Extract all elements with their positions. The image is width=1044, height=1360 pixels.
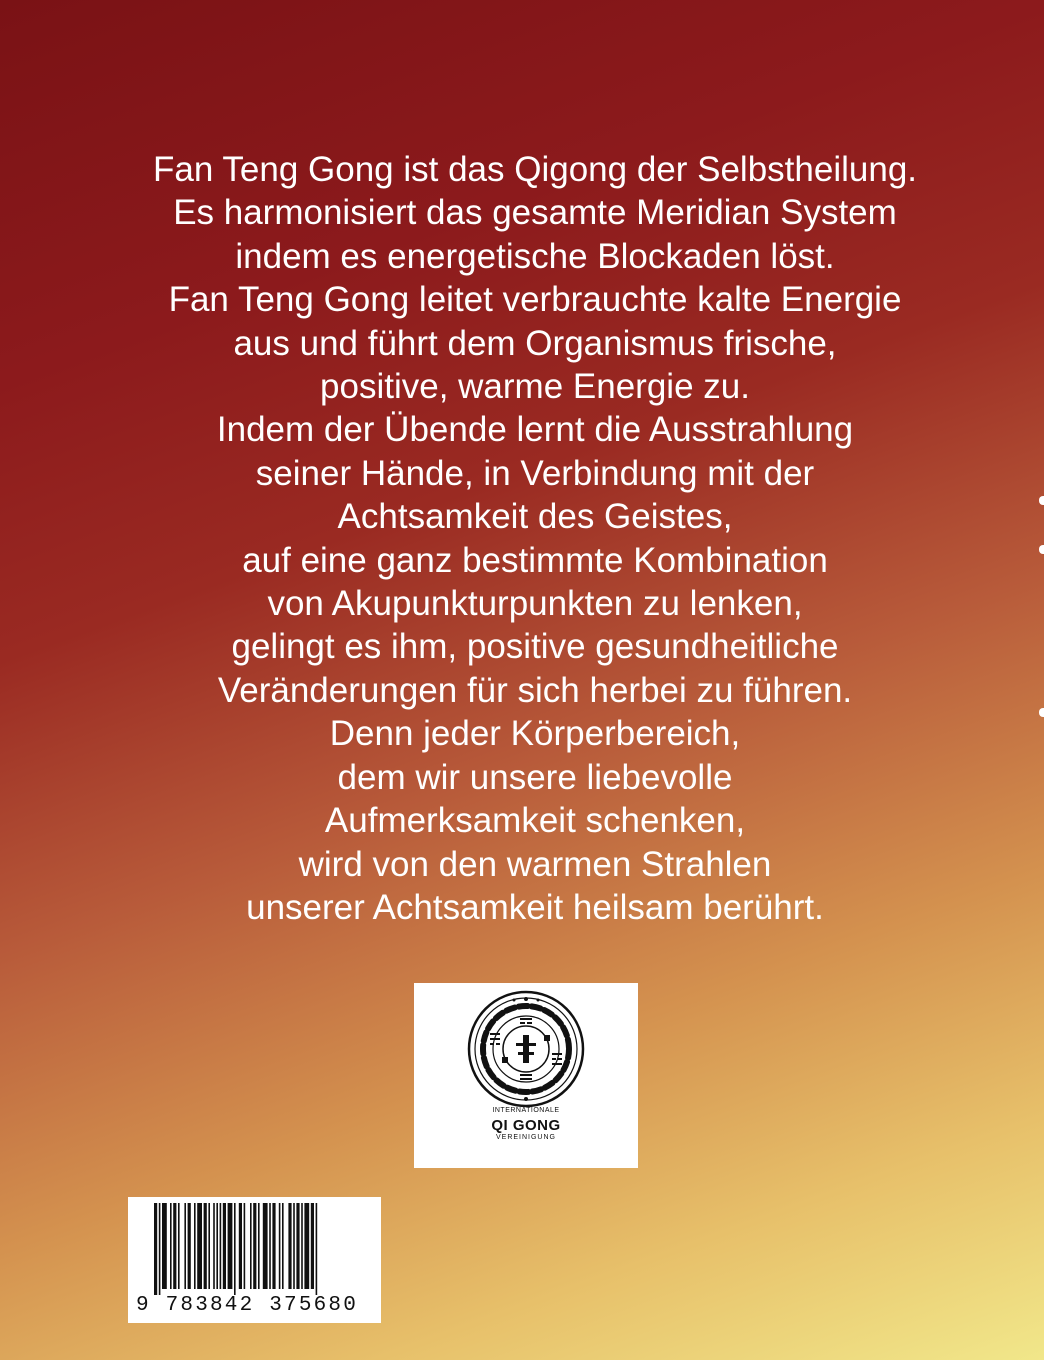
- barcode-bar: [239, 1203, 242, 1289]
- logo-caption-bottom: VEREINIGUNG: [495, 1134, 556, 1141]
- barcode-bar: [234, 1203, 236, 1295]
- barcode-bar: [220, 1203, 222, 1289]
- publisher-logo: [414, 983, 638, 1168]
- logo-caption-main: QI GONG: [491, 1117, 561, 1134]
- barcode-bar: [279, 1203, 281, 1289]
- blurb-line: Aufmerksamkeit schenken,: [324, 801, 746, 841]
- barcode-bar: [194, 1203, 196, 1289]
- blurb-line: gelingt es ihm, positive gesundheitliche: [231, 627, 839, 667]
- blurb-line: Fan Teng Gong leitet verbrauchte kalte Energie: [168, 280, 902, 320]
- barcode-bar: [316, 1203, 318, 1295]
- barcode-bar: [301, 1203, 303, 1289]
- isbn-barcode-icon: [128, 1197, 381, 1297]
- barcode-bar: [304, 1203, 309, 1289]
- barcode-bar: [213, 1203, 215, 1289]
- qi-gong-seal-icon: [460, 989, 592, 1109]
- barcode-bar: [269, 1203, 271, 1289]
- blurb-line: unserer Achtsamkeit heilsam berührt.: [246, 887, 824, 927]
- barcode-bar: [173, 1203, 176, 1289]
- blurb-line: positive, warme Energie zu.: [320, 367, 750, 407]
- blurb-line: von Akupunkturpunkten zu lenken,: [267, 584, 803, 624]
- blurb-line: indem es energetische Blockaden löst.: [235, 236, 835, 276]
- blurb-line: Fan Teng Gong ist das Qigong der Selbstheilung.: [152, 150, 918, 189]
- barcode-bar: [162, 1203, 167, 1289]
- barcode-bar: [184, 1203, 186, 1289]
- barcode-bar: [244, 1203, 246, 1289]
- edge-mark: [1039, 545, 1044, 554]
- barcode-bar: [293, 1203, 295, 1289]
- barcode-bar: [311, 1203, 314, 1289]
- barcode-bar: [250, 1203, 252, 1289]
- blurb-line: aus und führt dem Organismus frische,: [233, 323, 837, 363]
- barcode-bar: [258, 1203, 260, 1289]
- blurb-line: auf eine ganz bestimmte Kombination: [242, 540, 828, 580]
- blurb-line: seiner Hände, in Verbindung mit der: [255, 453, 815, 493]
- barcode-bar: [204, 1203, 207, 1289]
- barcode-bar: [253, 1203, 256, 1289]
- barcode-bar: [272, 1203, 275, 1289]
- blurb-line: Veränderungen für sich herbei zu führen.: [217, 670, 853, 710]
- barcode-bar: [197, 1203, 202, 1289]
- isbn-barcode: [128, 1197, 381, 1323]
- barcode-bar: [296, 1203, 299, 1289]
- barcode-bar: [223, 1203, 226, 1289]
- blurb-line: wird von den warmen Strahlen: [298, 844, 772, 884]
- edge-mark: [1039, 496, 1044, 505]
- barcode-bar: [263, 1203, 268, 1289]
- blurb-line: dem wir unsere liebevolle: [337, 757, 733, 797]
- barcode-bar: [188, 1203, 191, 1289]
- back-cover-blurb: [70, 148, 1000, 929]
- barcode-bar: [178, 1203, 180, 1289]
- barcode-bar: [216, 1203, 218, 1289]
- barcode-bar: [159, 1203, 161, 1295]
- blurb-line: Denn jeder Körperbereich,: [329, 714, 741, 754]
- edge-mark: [1039, 708, 1044, 717]
- barcode-digits: 9 783842 375680: [136, 1294, 359, 1317]
- barcode-bar: [170, 1203, 172, 1289]
- barcode-bar: [228, 1203, 233, 1289]
- blurb-line: Es harmonisiert das gesamte Meridian System: [173, 193, 897, 233]
- barcode-bar: [282, 1203, 284, 1289]
- blurb-line: Achtsamkeit des Geistes,: [337, 497, 733, 537]
- barcode-bar: [154, 1203, 157, 1295]
- barcode-bar: [288, 1203, 291, 1289]
- barcode-bar: [208, 1203, 210, 1289]
- blurb-line: Indem der Übende lernt die Ausstrahlung: [216, 410, 854, 450]
- logo-caption-top: INTERNATIONALE: [492, 1107, 560, 1114]
